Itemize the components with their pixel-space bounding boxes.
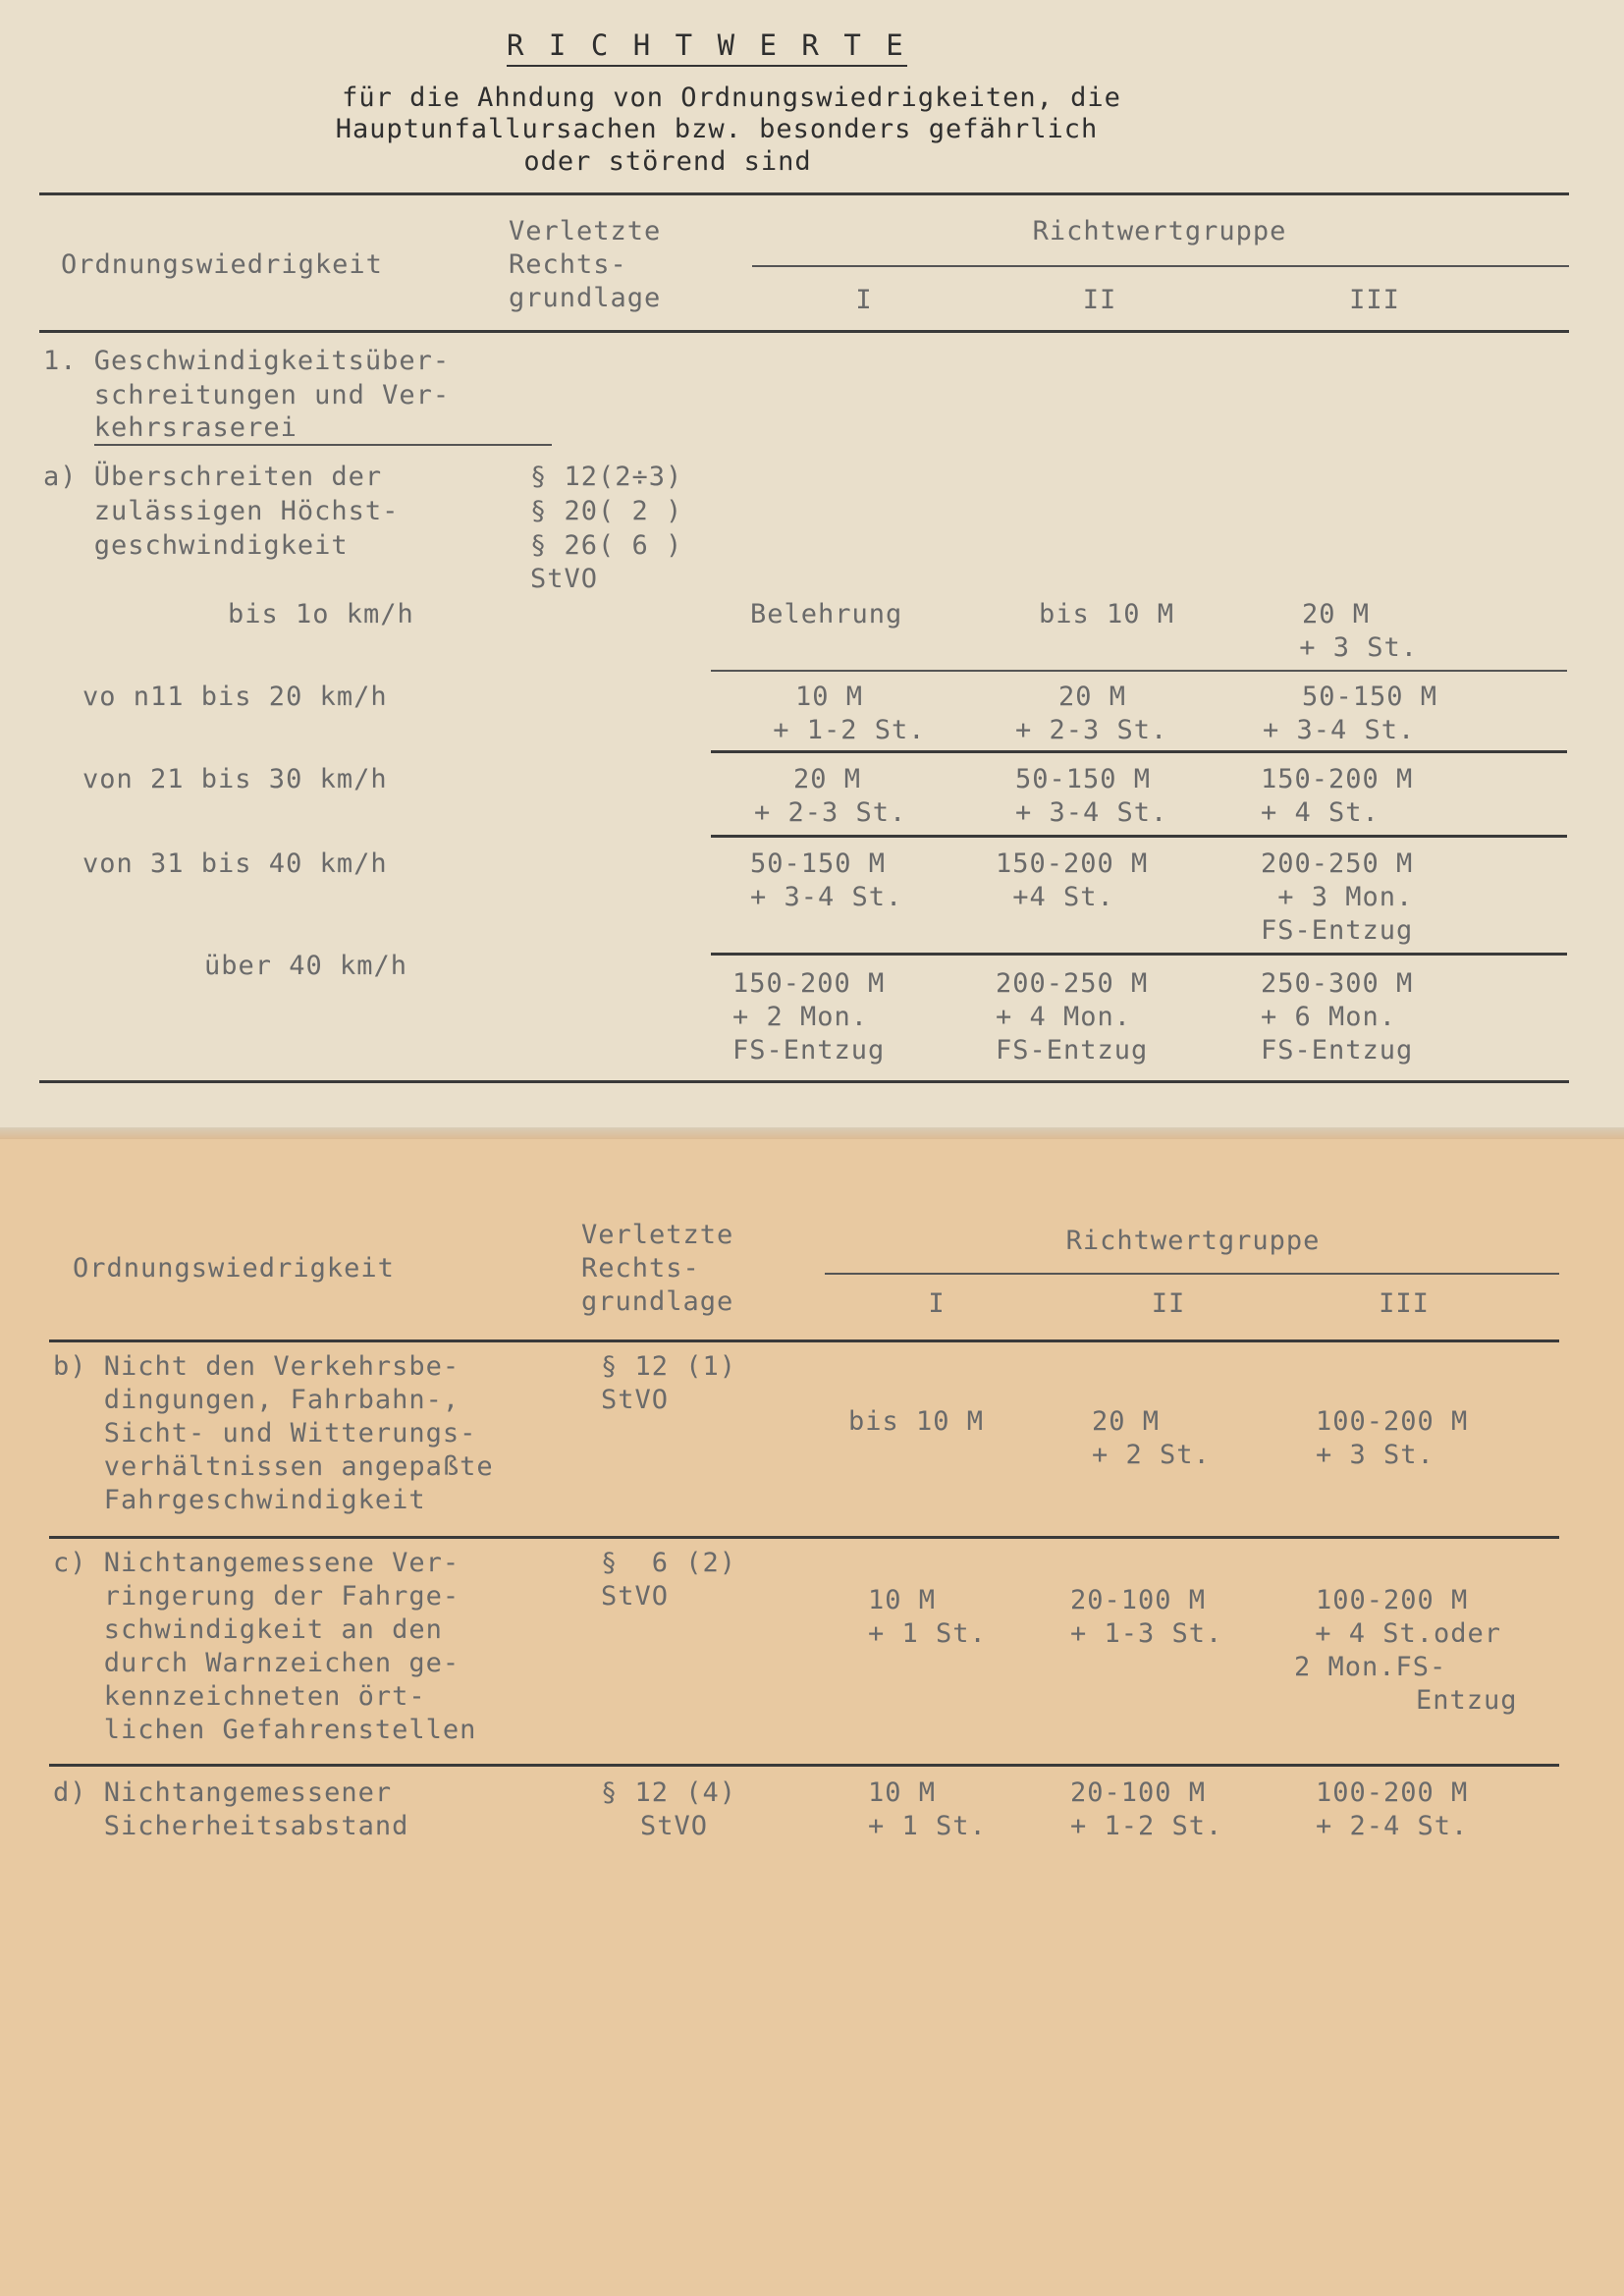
- header2-col-offense: Ordnungswiedrigkeit: [73, 1253, 395, 1284]
- item-b-law-2: StVO: [601, 1385, 670, 1415]
- item-b-line-4: verhältnissen angepaßte: [53, 1451, 494, 1482]
- header2-group-3: III: [1379, 1288, 1430, 1319]
- header-col-law-2: Rechts-: [509, 249, 627, 280]
- item-a-law-3: § 26( 6 ): [530, 530, 683, 561]
- header-bottom-rule: [39, 330, 1569, 333]
- section-1-line-1: 1. Geschwindigkeitsüber-: [43, 346, 451, 376]
- range-row-3-rule: [711, 835, 1567, 838]
- header-col-law-1: Verletzte: [509, 216, 662, 246]
- range-row-4: von 31 bis 40 km/h: [82, 848, 388, 879]
- range-row-5-II-c: FS-Entzug: [996, 1035, 1149, 1066]
- range-row-3-II-b: + 3-4 St.: [1015, 797, 1168, 828]
- range-row-1-III-b: + 3 St.: [1282, 632, 1419, 663]
- item-d-law-1: § 12 (4): [601, 1777, 737, 1808]
- subtitle-line-2: Hauptunfallursachen bzw. besonders gefährlich: [335, 114, 1099, 144]
- range-row-4-II-b: +4 St.: [996, 882, 1114, 912]
- top-rule: [39, 192, 1569, 195]
- range-row-2-II-a: 20 M: [1058, 682, 1127, 712]
- sheet-upper-bottom-rule: [39, 1080, 1569, 1083]
- range-row-5-III-b: + 6 Mon.: [1261, 1002, 1397, 1032]
- item-b-law-1: § 12 (1): [601, 1351, 737, 1382]
- range-row-5-I-a: 150-200 M: [732, 968, 886, 999]
- header2-col-law-2: Rechts-: [581, 1253, 700, 1284]
- item-a-line-2: zulässigen Höchst-: [43, 496, 400, 526]
- item-d-line-2: Sicherheitsabstand: [53, 1811, 409, 1841]
- header-col-law-3: grundlage: [509, 283, 662, 313]
- header2-col-law-3: grundlage: [581, 1286, 734, 1317]
- range-row-5: über 40 km/h: [204, 951, 408, 981]
- item-c-I-a: 10 M: [868, 1585, 937, 1615]
- item-b-rule: [49, 1536, 1559, 1539]
- subtitle-line-1: für die Ahndung von Ordnungswiedrigkeiten, die: [342, 82, 1121, 113]
- range-row-5-I-c: FS-Entzug: [732, 1035, 886, 1066]
- header-col-offense: Ordnungswiedrigkeit: [61, 249, 383, 280]
- item-d-III-b: + 2-4 St.: [1316, 1811, 1469, 1841]
- header2-bottom-rule: [49, 1339, 1559, 1342]
- range-row-5-III-c: FS-Entzug: [1261, 1035, 1414, 1066]
- item-c-II-b: + 1-3 St.: [1070, 1618, 1223, 1649]
- header2-group-2: II: [1151, 1288, 1186, 1319]
- range-row-4-III-a: 200-250 M: [1261, 848, 1414, 879]
- range-row-2-I-b: + 1-2 St.: [756, 715, 926, 745]
- range-row-1-I: Belehrung: [750, 599, 903, 629]
- item-c-line-2: ringerung der Fahrge-: [53, 1581, 460, 1612]
- range-row-2-II-b: + 2-3 St.: [1015, 715, 1168, 745]
- item-c-III-c: 2 Mon.FS-: [1294, 1652, 1447, 1682]
- document-title: R I C H T W E R T E: [507, 27, 907, 67]
- section-1-line-3: kehrsraserei: [43, 412, 298, 443]
- item-a-line-1: a) Überschreiten der: [43, 462, 383, 492]
- range-row-3-II-a: 50-150 M: [1015, 764, 1152, 794]
- section-1-line-2: schreitungen und Ver-: [43, 380, 451, 410]
- item-b-II-b: + 2 St.: [1092, 1440, 1211, 1470]
- range-row-3-I-b: + 2-3 St.: [754, 797, 907, 828]
- item-c-II-a: 20-100 M: [1070, 1585, 1207, 1615]
- range-row-2-III-b: + 3-4 St.: [1263, 715, 1416, 745]
- item-a-law-1: § 12(2÷3): [530, 462, 683, 492]
- item-d-I-b: + 1 St.: [868, 1811, 987, 1841]
- header-group-rule: [752, 265, 1569, 267]
- item-b-I: bis 10 M: [848, 1406, 985, 1437]
- range-row-4-I-b: + 3-4 St.: [750, 882, 903, 912]
- header2-group: Richtwertgruppe: [1065, 1226, 1321, 1256]
- item-b-III-b: + 3 St.: [1316, 1440, 1435, 1470]
- range-row-4-rule: [711, 953, 1567, 956]
- range-row-2-I-a: 10 M: [795, 682, 864, 712]
- item-c-I-b: + 1 St.: [868, 1618, 987, 1649]
- range-row-3-III-a: 150-200 M: [1261, 764, 1414, 794]
- item-c-III-a: 100-200 M: [1316, 1585, 1469, 1615]
- range-row-3-I-a: 20 M: [793, 764, 862, 794]
- range-row-1-III-a: 20 M: [1302, 599, 1371, 629]
- range-row-2-rule: [711, 750, 1567, 753]
- range-row-5-II-b: + 4 Mon.: [996, 1002, 1132, 1032]
- range-row-5-I-b: + 2 Mon.: [732, 1002, 869, 1032]
- range-row-5-II-a: 200-250 M: [996, 968, 1149, 999]
- sheet-lower: [0, 1139, 1624, 2296]
- item-c-law-1: § 6 (2): [601, 1548, 737, 1578]
- range-row-1: bis 1o km/h: [228, 599, 414, 629]
- item-c-line-1: c) Nichtangemessene Ver-: [53, 1548, 460, 1578]
- range-row-4-III-b: + 3 Mon.: [1261, 882, 1414, 912]
- range-row-4-III-c: FS-Entzug: [1261, 915, 1414, 946]
- header-group-2: II: [1082, 285, 1117, 315]
- item-b-line-1: b) Nicht den Verkehrsbe-: [53, 1351, 460, 1382]
- item-a-line-3: geschwindigkeit: [43, 530, 349, 561]
- item-c-line-4: durch Warnzeichen ge-: [53, 1648, 460, 1678]
- item-d-II-a: 20-100 M: [1070, 1777, 1207, 1808]
- item-c-III-d: Entzug: [1416, 1685, 1518, 1716]
- range-row-2-III-a: 50-150 M: [1302, 682, 1438, 712]
- item-c-law-2: StVO: [601, 1581, 670, 1612]
- subtitle-line-3: oder störend sind: [523, 146, 812, 177]
- item-b-II-a: 20 M: [1092, 1406, 1161, 1437]
- item-a-law-2: § 20( 2 ): [530, 496, 683, 526]
- header-group-3: III: [1349, 285, 1400, 315]
- item-c-rule: [49, 1764, 1559, 1767]
- section-1-underline: [94, 444, 552, 446]
- header2-group-1: I: [928, 1288, 946, 1319]
- item-d-I-a: 10 M: [868, 1777, 937, 1808]
- item-d-II-b: + 1-2 St.: [1070, 1811, 1223, 1841]
- item-c-line-6: lichen Gefahrenstellen: [53, 1715, 477, 1745]
- range-row-5-III-a: 250-300 M: [1261, 968, 1414, 999]
- header-group: Richtwertgruppe: [1032, 216, 1287, 246]
- range-row-4-I-a: 50-150 M: [750, 848, 887, 879]
- item-b-line-2: dingungen, Fahrbahn-,: [53, 1385, 460, 1415]
- range-row-3-III-b: + 4 St.: [1261, 797, 1380, 828]
- item-b-line-3: Sicht- und Witterungs-: [53, 1418, 477, 1449]
- item-b-line-5: Fahrgeschwindigkeit: [53, 1485, 426, 1515]
- header2-group-rule: [825, 1273, 1559, 1275]
- item-d-line-1: d) Nichtangemessener: [53, 1777, 393, 1808]
- header2-col-law-1: Verletzte: [581, 1220, 734, 1250]
- range-row-4-II-a: 150-200 M: [996, 848, 1149, 879]
- header-group-1: I: [855, 285, 873, 315]
- range-row-3: von 21 bis 30 km/h: [82, 764, 388, 794]
- item-c-line-3: schwindigkeit an den: [53, 1614, 443, 1645]
- range-row-2: vo n11 bis 20 km/h: [82, 682, 388, 712]
- item-d-law-2: StVO: [640, 1811, 709, 1841]
- range-row-1-II: bis 10 M: [1039, 599, 1175, 629]
- sheet-upper: [0, 0, 1624, 1139]
- range-row-1-rule: [711, 670, 1567, 672]
- item-a-law-4: StVO: [530, 564, 599, 594]
- item-b-III-a: 100-200 M: [1316, 1406, 1469, 1437]
- item-d-III-a: 100-200 M: [1316, 1777, 1469, 1808]
- item-c-line-5: kennzeichneten ört-: [53, 1681, 426, 1712]
- item-c-III-b: + 4 St.oder: [1298, 1618, 1502, 1649]
